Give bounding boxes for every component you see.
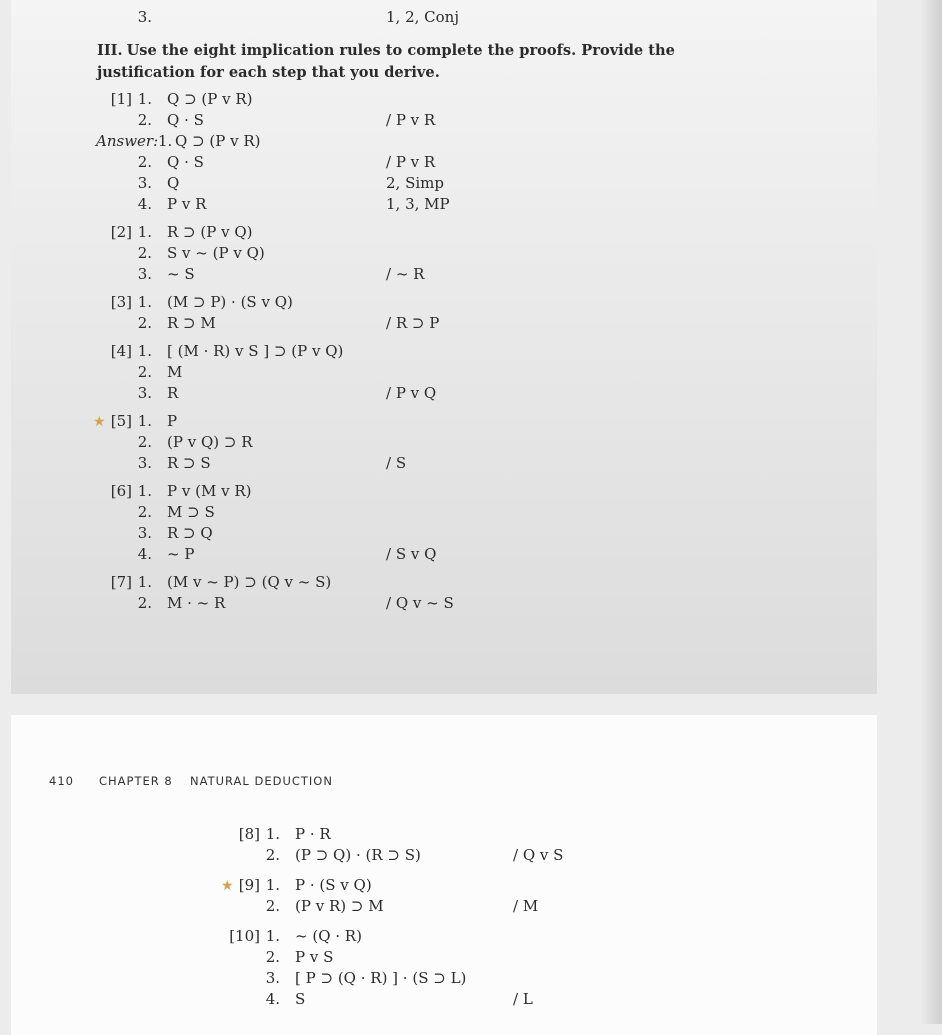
problem-label: [7] <box>110 573 132 591</box>
section-number: III. <box>97 42 123 59</box>
problem-label: [10] <box>229 927 260 945</box>
problem-label: [6] <box>110 482 132 500</box>
line-number: 4. <box>265 990 280 1008</box>
derived-step: P v R <box>167 195 207 213</box>
premise: S <box>295 990 306 1008</box>
premise: Q ⊃ (P v R) <box>167 90 253 108</box>
justification: 1, 2, Conj <box>386 8 459 26</box>
problem-label: [1] <box>110 90 132 108</box>
justification: 1, 3, MP <box>386 195 450 213</box>
premise: M ⊃ S <box>167 503 215 521</box>
premise: S v ~ (P v Q) <box>167 244 265 262</box>
line-number: 1. <box>137 223 152 241</box>
line-number: 2. <box>265 897 280 915</box>
premise: Q · S <box>167 153 204 171</box>
premise: M <box>167 363 183 381</box>
answer-label: Answer: <box>96 132 159 150</box>
problem-label: [3] <box>110 293 132 311</box>
line-number: 1. <box>265 876 280 894</box>
line-number: 2. <box>137 314 152 332</box>
line-number: 4. <box>137 545 152 563</box>
conclusion: / S <box>386 454 407 472</box>
line-number: 3. <box>137 384 152 402</box>
conclusion: / S v Q <box>386 545 437 563</box>
premise: P · (S v Q) <box>295 876 372 894</box>
problem-label: [4] <box>110 342 132 360</box>
premise: R ⊃ M <box>167 314 216 332</box>
conclusion: / P v R <box>386 153 436 171</box>
conclusion: / P v R <box>386 111 436 129</box>
line-number: 2. <box>265 948 280 966</box>
conclusion: / L <box>513 990 533 1008</box>
line-number: 2. <box>137 363 152 381</box>
viewer-edge <box>920 0 942 1024</box>
instructions <box>97 40 717 84</box>
line-number: 2. <box>137 111 152 129</box>
line-number: 3. <box>137 454 152 472</box>
premise: Q · S <box>167 111 204 129</box>
page-number: 410 <box>49 774 74 788</box>
line-number: 1. <box>137 342 152 360</box>
line-number: 2. <box>265 846 280 864</box>
premise: P v (M v R) <box>167 482 252 500</box>
line-number: 3. <box>137 8 152 26</box>
line-number: 1. <box>265 927 280 945</box>
premise: (P v Q) ⊃ R <box>167 433 253 451</box>
line-number: 4. <box>137 195 152 213</box>
premise: P · R <box>295 825 331 843</box>
line-number: 1. <box>137 90 152 108</box>
line-number: 2. <box>137 594 152 612</box>
line-number: 3. <box>137 174 152 192</box>
problem-label: [8] <box>238 825 260 843</box>
premise: ~ (Q · R) <box>295 927 362 945</box>
line-number: 1. <box>137 573 152 591</box>
premise: R ⊃ Q <box>167 524 213 542</box>
chapter-label: CHAPTER 8 <box>99 774 173 788</box>
line-number: 2. <box>137 153 152 171</box>
conclusion: / ~ R <box>386 265 425 283</box>
conclusion: / P v Q <box>386 384 437 402</box>
premise: P <box>167 412 178 430</box>
star-icon: ★ <box>221 878 234 894</box>
line-number: 1. <box>137 482 152 500</box>
star-icon: ★ <box>93 414 106 430</box>
conclusion: / M <box>513 897 539 915</box>
premise: R ⊃ S <box>167 454 211 472</box>
conclusion: / Q v ~ S <box>386 594 454 612</box>
problem-label: [2] <box>110 223 132 241</box>
premise: [ (M · R) v S ] ⊃ (P v Q) <box>167 342 344 360</box>
line-number: 1. <box>137 293 152 311</box>
line-number: 1. <box>265 825 280 843</box>
derived-step: Q <box>167 174 180 192</box>
premise: (M v ~ P) ⊃ (Q v ~ S) <box>167 573 332 591</box>
conclusion: / R ⊃ P <box>386 314 440 332</box>
line-number: 1. <box>137 412 152 430</box>
line-number: 1. <box>158 132 173 150</box>
premise: R <box>167 384 179 402</box>
premise: R ⊃ (P v Q) <box>167 223 253 241</box>
premise: (P v R) ⊃ M <box>295 897 384 915</box>
problem-label: [9] <box>238 876 260 894</box>
premise: [ P ⊃ (Q · R) ] · (S ⊃ L) <box>295 969 467 987</box>
problem-label: [5] <box>110 412 132 430</box>
instructions-text: Use the eight implication rules to complete the proofs. Provide the justification for each step that you derive. <box>97 42 675 81</box>
conclusion: / Q v S <box>513 846 564 864</box>
justification: 2, Simp <box>386 174 444 192</box>
premise: M · ~ R <box>167 594 226 612</box>
premise: P v S <box>295 948 334 966</box>
premise: Q ⊃ (P v R) <box>175 132 261 150</box>
premise: (M ⊃ P) · (S v Q) <box>167 293 293 311</box>
chapter-title: NATURAL DEDUCTION <box>190 774 333 788</box>
line-number: 2. <box>137 433 152 451</box>
premise: ~ S <box>167 265 195 283</box>
line-number: 2. <box>137 503 152 521</box>
line-number: 2. <box>137 244 152 262</box>
premise: ~ P <box>167 545 195 563</box>
line-number: 3. <box>265 969 280 987</box>
premise: (P ⊃ Q) · (R ⊃ S) <box>295 846 421 864</box>
line-number: 3. <box>137 524 152 542</box>
line-number: 3. <box>137 265 152 283</box>
